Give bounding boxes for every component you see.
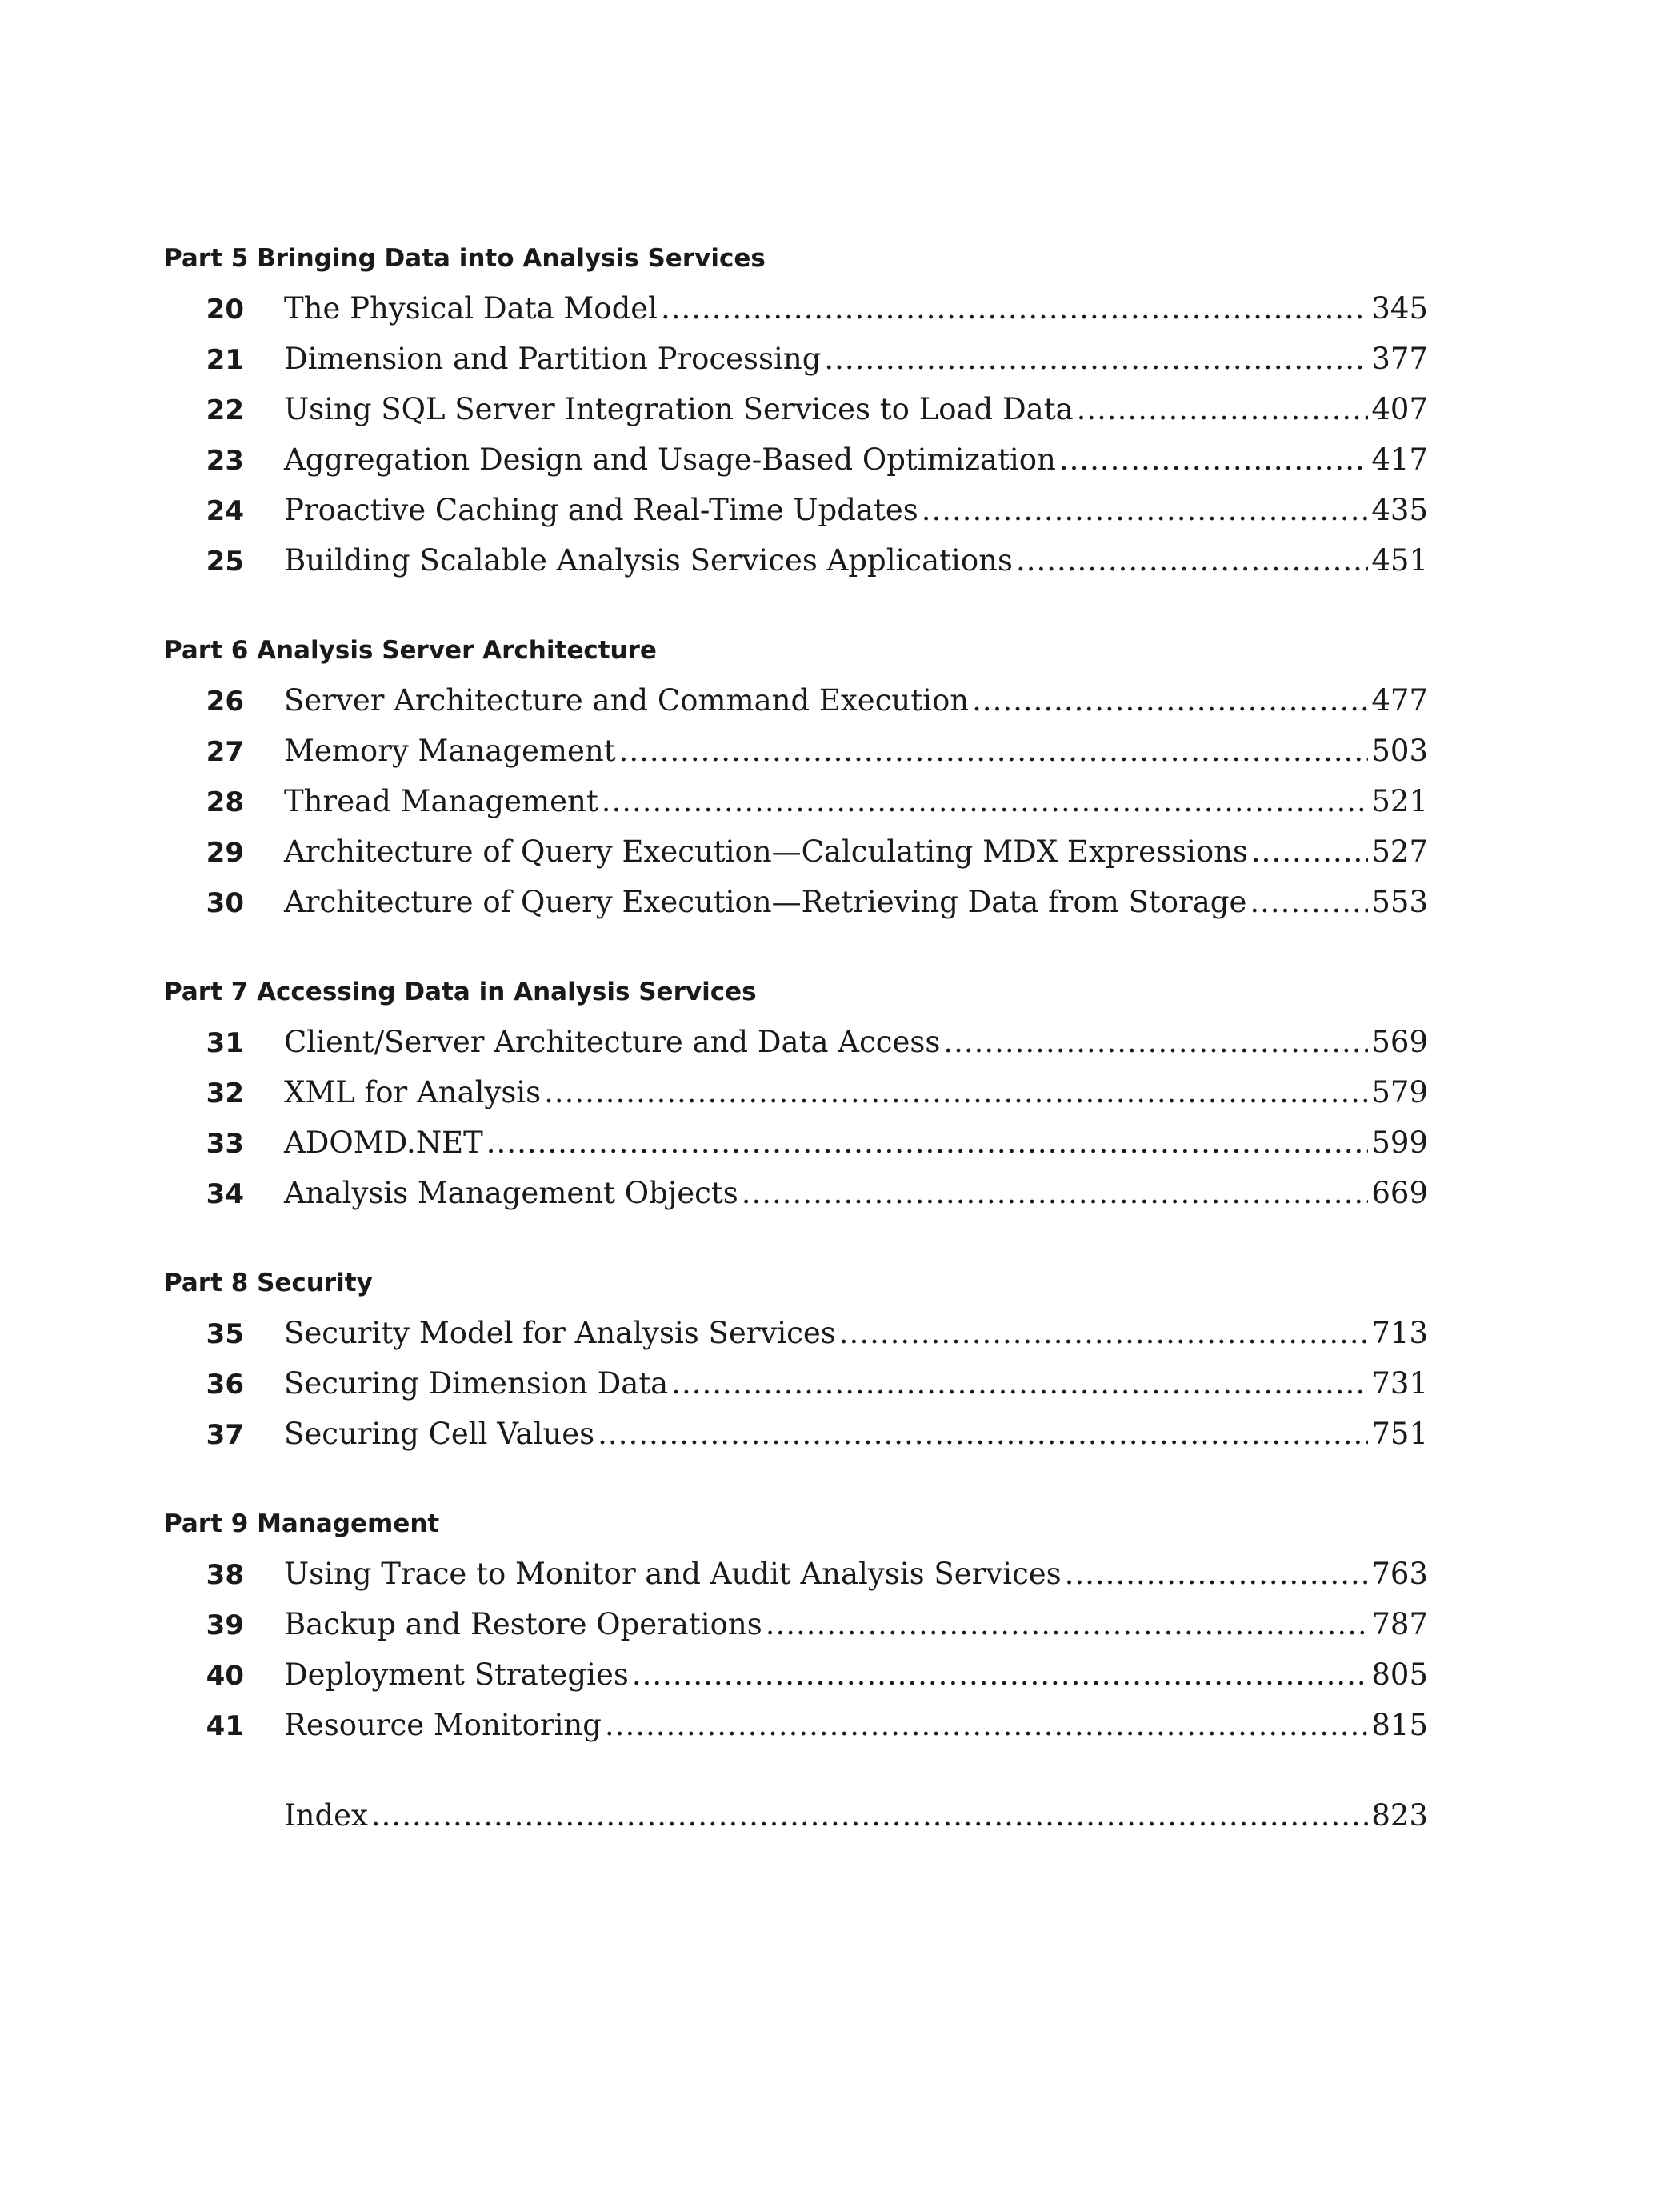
dot-leader [1059,434,1369,485]
part-heading: Part 7 Accessing Data in Analysis Services [164,978,757,1006]
chapter-number: 36 [206,1369,244,1401]
dot-leader [922,485,1369,535]
entry-title: Security Model for Analysis Services [284,1316,836,1350]
dot-leader [1065,1549,1369,1599]
entry-title: Securing Cell Values [284,1417,595,1451]
part-heading: Part 6 Analysis Server Architecture [164,636,657,665]
toc-entry[interactable] [164,334,1428,384]
chapter-number: 38 [206,1559,244,1591]
entry-title: The Physical Data Model [284,291,658,326]
page-number: 521 [1371,784,1428,818]
page-number: 579 [1371,1075,1428,1109]
part-heading: Part 9 Management [164,1509,440,1538]
dot-leader [943,1017,1368,1067]
toc-entry[interactable] [164,535,1428,586]
page-number: 503 [1371,734,1428,768]
chapter-number: 32 [206,1078,244,1109]
page-number: 407 [1371,392,1428,426]
toc-entry[interactable] [164,1358,1428,1409]
entry-title: Analysis Management Objects [284,1176,738,1210]
toc-entry[interactable] [164,776,1428,826]
chapter-number: 34 [206,1178,244,1210]
chapter-number: 30 [206,887,244,919]
page-number: 435 [1371,493,1428,527]
entry-title: Server Architecture and Command Execution [284,683,970,718]
dot-leader [742,1168,1369,1218]
entry-title: ADOMD.NET [284,1125,483,1160]
chapter-number: 22 [206,394,244,426]
chapter-number: 33 [206,1128,244,1160]
entry-title: Building Scalable Analysis Services Applications [284,543,1013,578]
dot-leader [824,334,1368,384]
dot-leader [839,1308,1369,1358]
chapter-number: 26 [206,686,244,718]
part-heading: Part 5 Bringing Data into Analysis Services [164,244,766,273]
page-number: 345 [1371,291,1428,326]
entry-title: Architecture of Query Execution—Calculating MDX Expressions [284,834,1248,869]
toc-part [164,234,1428,586]
toc-entry[interactable] [164,1117,1428,1168]
toc-part [164,1499,1428,1750]
table-of-contents [164,234,1428,1841]
entry-title: Client/Server Architecture and Data Access [284,1025,941,1059]
toc-entry[interactable] [164,1649,1428,1700]
toc-entry[interactable] [164,485,1428,535]
page-number: 731 [1371,1366,1428,1401]
entry-title: Using SQL Server Integration Services to Load Data [284,392,1074,426]
toc-part [164,626,1428,927]
page-number: 451 [1371,543,1428,578]
chapter-number: 24 [206,495,244,527]
dot-leader [371,1790,1368,1841]
dot-leader [619,726,1369,776]
chapter-number: 40 [206,1660,244,1692]
chapter-number: 31 [206,1027,244,1059]
entry-title: Securing Dimension Data [284,1366,669,1401]
toc-entry[interactable] [164,1308,1428,1358]
page-number: 763 [1371,1557,1428,1591]
dot-leader [671,1358,1368,1409]
entry-title: Dimension and Partition Processing [284,342,822,376]
entry-title: Architecture of Query Execution—Retrieving Data from Storage [284,885,1247,919]
chapter-number: 37 [206,1419,244,1451]
page-number: 669 [1371,1176,1428,1210]
toc-part [164,967,1428,1218]
toc-entry[interactable] [164,1168,1428,1218]
chapter-number: 23 [206,445,244,477]
chapter-number: 39 [206,1609,244,1641]
toc-entry[interactable] [164,1017,1428,1067]
page-number: 823 [1371,1798,1428,1833]
entry-title: Proactive Caching and Real-Time Updates [284,493,918,527]
dot-leader [602,776,1369,826]
page-number: 599 [1371,1125,1428,1160]
chapter-number: 28 [206,786,244,818]
entry-title: Thread Management [284,784,598,818]
toc-entry[interactable] [164,283,1428,334]
page-number: 527 [1371,834,1428,869]
toc-entry[interactable] [164,877,1428,927]
dot-leader [1016,535,1368,586]
dot-leader [972,675,1368,726]
toc-entry[interactable] [164,1067,1428,1117]
page-number: 805 [1371,1657,1428,1692]
toc-entry[interactable] [164,1549,1428,1599]
entry-title: Using Trace to Monitor and Audit Analysis Services [284,1557,1062,1591]
toc-entry[interactable] [164,384,1428,434]
page-number: 569 [1371,1025,1428,1059]
toc-entry[interactable] [164,726,1428,776]
dot-leader [661,283,1368,334]
toc-entry-index[interactable] [164,1790,1428,1841]
toc-entry[interactable] [164,826,1428,877]
entry-title: Memory Management [284,734,616,768]
toc-entry[interactable] [164,1700,1428,1750]
part-heading: Part 8 Security [164,1269,373,1297]
dot-leader [1077,384,1369,434]
page-number: 477 [1371,683,1428,718]
dot-leader [605,1700,1368,1750]
chapter-number: 20 [206,294,244,326]
page-number: 787 [1371,1607,1428,1641]
page-number: 815 [1371,1708,1428,1742]
toc-entry[interactable] [164,1599,1428,1649]
toc-parts [164,234,1428,1750]
entry-title: Backup and Restore Operations [284,1607,762,1641]
chapter-number: 41 [206,1710,244,1742]
page-number: 377 [1371,342,1428,376]
entry-title: XML for Analysis [284,1075,542,1109]
dot-leader [1250,877,1368,927]
chapter-number: 25 [206,546,244,578]
chapter-number: 27 [206,736,244,768]
dot-leader [544,1067,1368,1117]
dot-leader [632,1649,1369,1700]
entry-title: Resource Monitoring [284,1708,602,1742]
index-block [164,1790,1428,1841]
dot-leader [1251,826,1368,877]
toc-entry[interactable] [164,675,1428,726]
dot-leader [766,1599,1369,1649]
entry-title: Index [284,1798,368,1833]
page-number: 713 [1371,1316,1428,1350]
toc-entry[interactable] [164,1409,1428,1459]
page-number: 553 [1371,885,1428,919]
dot-leader [486,1117,1369,1168]
chapter-number: 35 [206,1318,244,1350]
page-number: 751 [1371,1417,1428,1451]
chapter-number: 21 [206,344,244,376]
toc-entry[interactable] [164,434,1428,485]
page-number: 417 [1371,442,1428,477]
dot-leader [598,1409,1368,1459]
toc-part [164,1258,1428,1459]
entry-title: Aggregation Design and Usage-Based Optimization [284,442,1056,477]
entry-title: Deployment Strategies [284,1657,629,1692]
chapter-number: 29 [206,837,244,869]
